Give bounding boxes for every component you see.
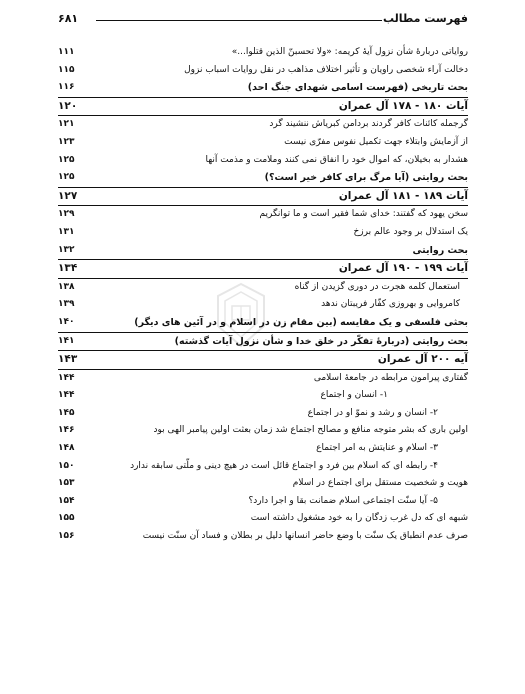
header-title: فهرست مطالب [382,12,468,25]
toc-entry-title: بحث روایتی (آیا مرگ برای کافر خیر است؟) [264,172,468,184]
toc-entry-title: ۱- انسان و اجتماع [320,390,388,401]
toc-entry-page: ۱۵۰ [58,460,75,471]
header-rule [96,20,382,21]
toc-entry [58,422,468,440]
toc-entry-page: ۱۲۵ [58,172,75,183]
toc-entry-page: ۱۵۳ [58,478,75,489]
toc-entry-title: صرف عدم انطباق یک سنّت با وضع حاضر انسانها دلیل بر بطلان و فساد آن سنّت نیست [142,531,468,542]
toc-entry [58,169,468,188]
toc-entry-title: استعمال کلمه هجرت در دوری گزیدن از گناه [294,281,460,292]
toc-entry [58,493,468,511]
toc-entry [58,98,468,117]
toc-entry [58,296,468,314]
toc-entry [58,387,468,405]
toc-entry [58,116,468,134]
toc-entry-page: ۱۴۳ [58,353,78,366]
toc-entry-page: ۱۵۴ [58,495,75,506]
toc-entry-title: ۴- رابطه ای که اسلام بین فرد و اجتماع قائل است در هیچ دینی و ملّتی سابقه ندارد [130,460,438,471]
toc-entry-page: ۱۲۳ [58,136,75,147]
toc-entry-title: بحث تاریخی (فهرست اسامی شهدای جنگ احد) [247,82,468,94]
toc-entry-title: کامروایی و بهروزی کفّار فریبتان ندهد [321,299,460,310]
toc-entry-page: ۱۴۴ [58,390,75,401]
toc-entry-title: ۵- آیا سنّت اجتماعی اسلام ضمانت بقا و اجرا دارد؟ [248,495,438,506]
toc-entry-title: ۲- انسان و رشد و نموّ او در اجتماع [307,407,438,418]
table-of-contents [58,44,468,546]
toc-entry [58,62,468,80]
toc-entry [58,152,468,170]
toc-entry-page: ۱۲۹ [58,209,75,220]
toc-entry-title: از آزمایش وابتلاء جهت تکمیل نفوس مفرّی نیست [284,136,468,147]
toc-entry-title: آیات ۱۹۹ - ۱۹۰ آل عمران [338,262,468,275]
toc-entry-page: ۱۱۶ [58,82,75,93]
toc-entry-title: آیه ۲۰۰ آل عمران [377,353,468,366]
toc-entry-title: گرجمله کائنات کافر گردند بردامن کبریاش ننشیند گرد [269,119,468,130]
toc-entry-title: دخالت آراء شخصی راویان و تأثیر اختلاف مذاهب در نقل روایات اسباب نزول [184,64,468,75]
toc-entry-page: ۱۳۲ [58,244,75,255]
toc-entry [58,370,468,388]
toc-entry-page: ۱۳۹ [58,299,75,310]
toc-entry-page: ۱۲۱ [58,119,75,130]
toc-entry [58,405,468,423]
toc-entry [58,351,468,370]
toc-entry-page: ۱۵۶ [58,531,75,542]
toc-entry [58,279,468,297]
toc-entry-page: ۱۱۵ [58,64,75,75]
toc-entry-title: اولین باری که بشر متوجه منافع و مصالح اجتماع شد زمان بعثت اولین پیامبر الهی بود [153,425,468,436]
toc-entry-title: بحث روایتی [412,244,468,256]
toc-entry [58,188,468,207]
toc-entry-page: ۱۳۱ [58,226,75,237]
toc-entry-page: ۱۵۵ [58,513,75,524]
toc-entry-title: هویت و شخصیت مستقل برای اجتماع در اسلام [292,478,468,489]
toc-entry-title: یک استدلال بر وجود عالم برزخ [353,226,468,237]
toc-entry-page: ۱۴۱ [58,335,75,346]
toc-entry-title: آیات ۱۸۰ - ۱۷۸ آل عمران [338,99,468,112]
toc-entry-title: سخن یهود که گفتند: خدای شما فقیر است و ما توانگریم [259,209,468,220]
toc-entry-page: ۱۱۱ [58,47,75,57]
toc-entry-title: بحث روایتی (دربارهٔ تفکّر در خلق خدا و شأن نزول آیات گذشته) [174,335,468,347]
toc-entry [58,79,468,98]
toc-entry-page: ۱۲۷ [58,189,78,202]
toc-entry-page: ۱۴۴ [58,372,75,383]
toc-entry-page: ۱۴۸ [58,443,75,454]
toc-entry-title: روایاتی دربارهٔ شأن نزول آیهٔ کریمه: «ولا تحسبنّ الذین قتلوا...» [231,47,468,57]
toc-entry [58,458,468,476]
header-page-number: ۶۸۱ [58,12,79,25]
toc-entry [58,224,468,242]
toc-entry-title: گفتاری پیرامون مرابطه در جامعهٔ اسلامی [313,372,468,383]
toc-entry [58,475,468,493]
toc-entry-title: بحثی فلسفی و یک مقایسه (بین مقام زن در اسلام و در آئین های دیگر) [134,316,468,328]
toc-entry-page: ۱۲۰ [58,99,78,112]
toc-entry [58,44,468,62]
toc-entry [58,206,468,224]
toc-entry-title: هشدار به بخیلان، که اموال خود را انفاق نمی کنند وملامت و مذمت آنها [205,154,468,165]
toc-entry [58,134,468,152]
toc-entry-page: ۱۳۸ [58,281,75,292]
toc-entry [58,510,468,528]
toc-entry-page: ۱۴۰ [58,316,75,327]
toc-entry [58,333,468,352]
toc-entry-page: ۱۳۴ [58,262,78,275]
toc-entry-title: آیات ۱۸۹ - ۱۸۱ آل عمران [338,189,468,202]
toc-entry-page: ۱۴۵ [58,407,75,418]
toc-entry-page: ۱۲۵ [58,154,75,165]
toc-entry [58,242,468,261]
toc-entry-page: ۱۴۶ [58,425,75,436]
toc-entry [58,440,468,458]
toc-entry [58,260,468,279]
running-header [58,12,468,28]
toc-entry [58,314,468,333]
toc-entry-title: ۳- اسلام و عنایتش به امر اجتماع [316,443,438,454]
toc-entry [58,528,468,546]
toc-entry-title: شبهه ای که دل غرب زدگان را به خود مشغول داشته است [250,513,468,524]
